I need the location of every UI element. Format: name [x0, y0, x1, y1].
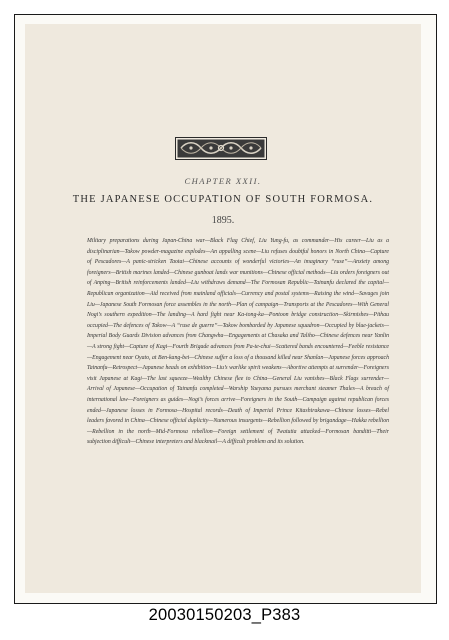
image-identifier-caption: 20030150203_P383 — [148, 606, 301, 624]
book-page — [25, 24, 421, 593]
chapter-title: THE JAPANESE OCCUPATION OF SOUTH FORMOSA. — [72, 194, 374, 205]
ornament-headpiece-icon — [175, 137, 267, 160]
chapter-summary: Military preparations during Japan-China war—Black Flag Chief, Liu Yung-fu, as commander—His career—Liu as a disciplinarian—Takow powder-magazine explodes—An appalling scene—Liu refuses doubtful honors in North China—Capture of Pescadores—A panic-stricken Taotai—Chinese accounts of wonderful victories—An imaginary “ruse”—Anxiety among foreigners—British marines landed—Chinese gunboat lands war munitions—Chinese official methods—Liu orders foreigners out of Anping—British reinforcements landed—Liu withdraws demand—The Formosan Republic—Tainanfu declared the capital—Republican organization—Aid received from mainland officials—Currency and postal systems—Raising the wind—Savages join Liu—Japanese South Formosan force assembles in the north—Plan of campaign—Transports at the Pescadores—With General Nogi’s southern expedition—The landing—A hard fight near Ka-tong-ka—Pontoon bridge construction—Skirmishes—Pithau occupied—The defences of Takow—A “ruse de guerre”—Takow bombarded by Japanese squadron—Occupied by blue-jackets—Imperial Body Guards Division advances from Changwha—Engagements at Chasaka and Taliho—Chinese defences near Yanlin—A strong fight—Capture of Kagi—Fourth Brigade advances from Pa-te-chui—Scattered bands encountered—Feeble resistance—Engagement near Oyato, at Ben-kang-bei—Chinese suffer a loss of a thousand killed near Shanlan—Japanese forces approach Tainanfu—Retrospect—Japanese heads on exhibition—Liu’s warlike spirit weakens—Abortive attempts at surrender—Foreigners visit Japanese at Kagi—The last squeeze—Wealthy Chinese flee to China—General Liu vanishes—Black Flags surrender—Arrival of Japanese—Occupation of Tainanfu completed—Warship Yaeyama pursues merchant steamer Thales—A breach of international law—Foreigners as guides—Nogi’s forces arrive—Foreigners in the South—Campaign against republican forces ended—Japanese losses in Formosa—Hospital records—Death of Imperial Prince Kitashirakawa—Chinese losses—Rebel leaders favored in China—Chinese official duplicity—Numerous insurgents—Rebellion followed by brigandage—Hakka rebellion—Rebellion in the north—Mid-Formosa rebellion—Foreign settlement of Twatutia attacked—Formosan banditti—Their subjection difficult—Chinese interpreters and blackmail—A difficult problem and its solution. — [87, 238, 389, 446]
archive-card — [14, 14, 437, 604]
chapter-year: 1895. — [211, 215, 235, 226]
chapter-number: CHAPTER XXII. — [184, 176, 262, 186]
